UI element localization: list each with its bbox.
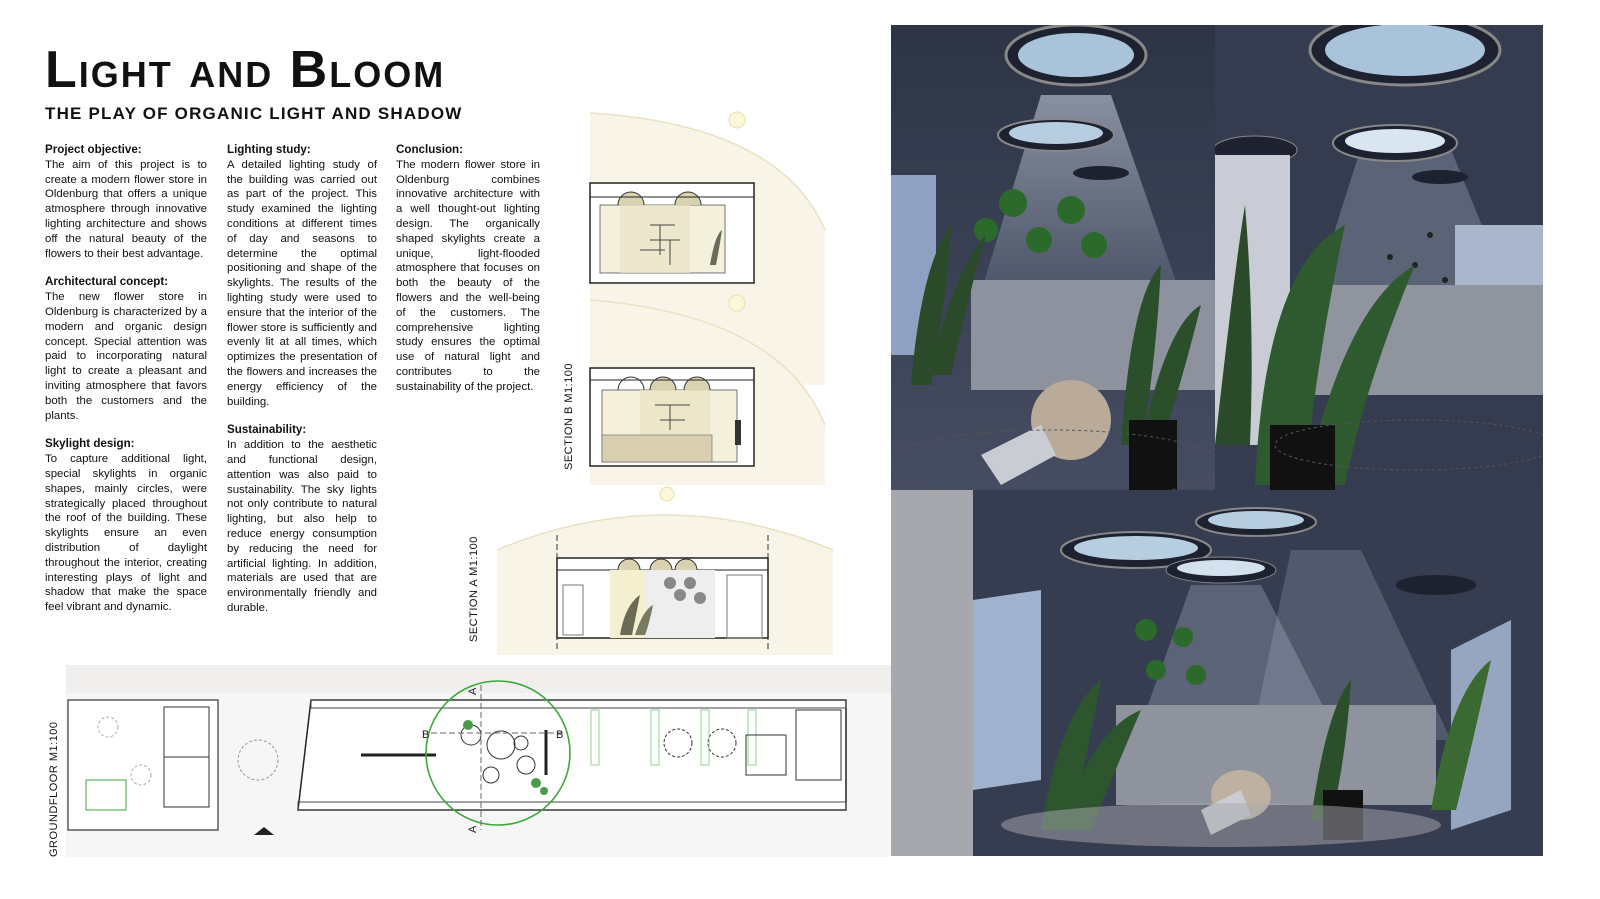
text-column-middle (227, 143, 377, 630)
text-column-right (396, 143, 540, 409)
sun-icon (729, 295, 745, 311)
cut-b-left: B (422, 729, 430, 741)
concept-body: The new flower store in Oldenburg is characterized by a modern and organic design concept. Special attention was paid to incorporating natural light to create a pleasant and inviting atmosphere that favors both the customers and the plants. (45, 291, 207, 422)
section-a-label: SECTION A M1:100 (468, 536, 480, 642)
lighting-heading: Lighting study: (227, 143, 311, 156)
cut-b-right: B (556, 729, 564, 741)
groundfloor-plan (66, 665, 891, 857)
section-a-drawing (495, 480, 840, 655)
render-image-3 (891, 490, 1543, 856)
conclusion-body: The modern flower store in Oldenburg combines innovative architecture with a well thought-out lighting design. The organically shaped skylights create a unique, light-flooded atmosphere that focuses on both the beauty of the flowers and the well-being of the customers. The comprehensive lighting study ensures the optimal use of natural light and contributes to the sustainability of the project. (396, 158, 540, 393)
concept-heading: Architectural concept: (45, 275, 169, 289)
page-title: Light and Bloom (45, 41, 446, 99)
skylight-body: To capture additional light, special skylights in organic shapes, mainly circles, were strategically placed throughout the roof of the building. These skylights ensure an even distribution of daylight throughout the interior, creating interesting plays of light and shadow that make the space feel vibrant and dynamic. (45, 453, 207, 614)
cut-a-bottom: A (467, 825, 479, 833)
sustainability-body: In addition to the aesthetic and functional design, attention was also paid to sustainability. The sky lights not only contribute to natural lighting, but also help to reduce energy consumption by reducing the need for artificial lighting. In addition, materials are used that are environmentally friendly and durable. (227, 439, 377, 614)
skylight-heading: Skylight design: (45, 437, 135, 451)
render-image-2 (1215, 25, 1543, 490)
cut-a-top: A (467, 687, 479, 695)
section-b-drawings (580, 105, 840, 490)
objective-body: The aim of this project is to create a modern flower store in Oldenburg that offers a unique atmosphere through innovative lighting architecture and shows off the natural beauty of the flowers to their best advantage. (45, 158, 207, 260)
groundfloor-label: GROUNDFLOOR M1:100 (48, 721, 60, 857)
sun-icon (660, 487, 674, 501)
sun-icon (729, 112, 745, 128)
objective-heading: Project objective: (45, 143, 142, 156)
page-subtitle: THE PLAY OF ORGANIC LIGHT AND SHADOW (45, 104, 463, 123)
lighting-body: A detailed lighting study of the building was carried out as part of the project. This study examined the lighting conditions at different times of day and seasons to determine the optimal positioning and shape of the skylights. The results of the lighting study were used to ensure that the interior of the flower store is sufficiently and evenly lit at all times, which optimizes the presentation of the flowers and increases the energy efficiency of the building. (227, 158, 377, 408)
render-image-1 (891, 25, 1215, 490)
text-column-left (45, 143, 207, 629)
section-b-label: SECTION B M1:100 (563, 362, 575, 470)
sustainability-heading: Sustainability: (227, 423, 307, 437)
conclusion-heading: Conclusion: (396, 143, 463, 156)
